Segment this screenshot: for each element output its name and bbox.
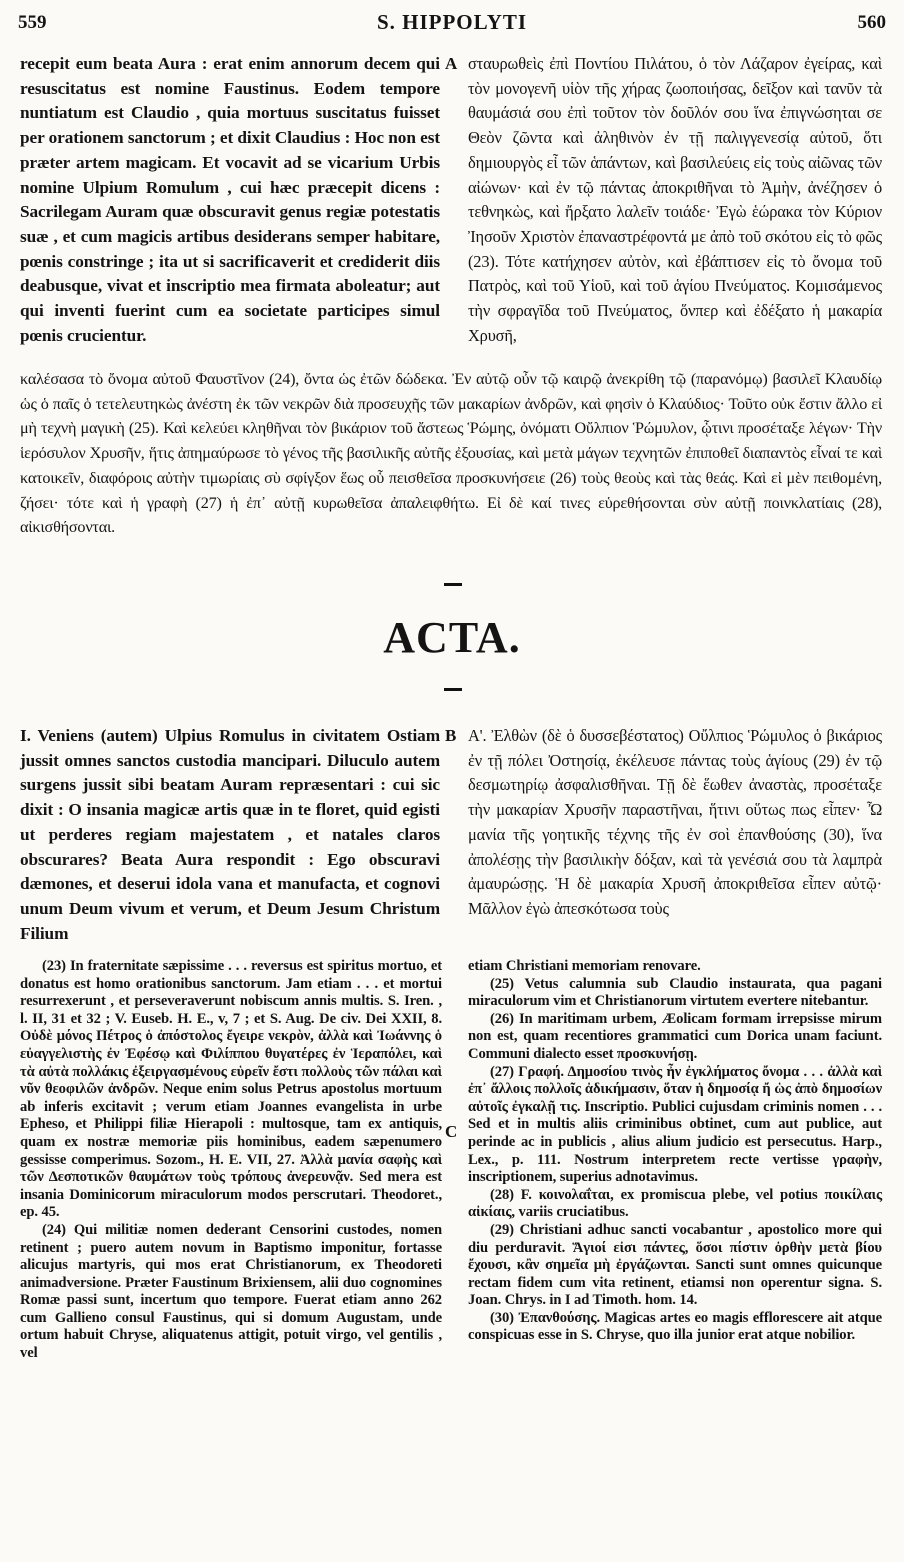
running-title: S. HIPPOLYTI xyxy=(376,10,528,34)
page-number-left: 559 xyxy=(18,12,47,33)
footnote-29: (29) Christiani adhuc sancti vocabantur , apostolico more qui diu perduravit. Ἅγιοί εἰσι πάντες, ὅσοι πίστιν ὀρθὴν μετὰ βίου ἔχουσι, κἂν σημεῖα μὴ ἐργάζωνται. Sancti sunt omnes quicunque rectam fidem cum vita retinent, etiamsi non operentur signa. S. Joan. Chrys. in I ad Timoth. hom. 14. xyxy=(468,1221,882,1309)
footnote-24-continued: etiam Christiani memoriam renovare. xyxy=(468,958,701,974)
greek-column-acta: Α'. Ἐλθὼν (δὲ ὁ δυσσεβέστατος) Οὔλπιος Ῥώμυλος ὁ βικάριος ἐν τῇ πόλει Ὀστησίᾳ, ἐκέλευσε πάντας τοὺς ἁγίους (29) ἐν τῷ δεσμωτηρίῳ ἀσφαλισθῆναι. Τῇ δὲ ἕωθεν ἀναστὰς, προσέταξε τὴν μακαρίαν Χρυσῆν παραστῆναι, ἥτινι οὕτως πως εἶπεν· Ὦ μανία τῆς γοητικῆς τέχνης τῆς ἐν σοὶ ἐπανθούσης (30), ἵνα ἀπολέσῃς τὴν βασιλικὴν δόξαν, καὶ τὰ γενέσιά σου τὰ λαμπρὰ ἀμαυρώσῃς. Ἡ δὲ μακαρία Χρυσῆ ἀποκριθεῖσα εἶπεν αὐτῷ· Μᾶλλον ἐγὼ ἀπεσκότωσα τοὺς xyxy=(468,726,882,918)
latin-column-top: recepit eum beata Aura : erat enim annorum decem qui resuscitatus est nomine Faustinus. Eodem tempore nuntiatum est Claudio , quia mortuus suscitatus fuisset per orationem sanctorum ; et dixit Claudius : Hoc non est præter artem magicam. Et vocavit ad se vicarium Urbis nomine Ulpium Romulum , cui hæc præcepit dicens : Sacrilegam Auram quæ obscuravit genus regiæ potestatis suæ , et cum magicis artibus desiderans semper habitare, pœnis constringe ; ita ut si sacrificaverit et crediderit diis deabusque, vivat et inscriptio mea firmata aboleatur; aut qui inventi fuerint cum ea societate participes simul pœnis crucientur. xyxy=(20,54,440,345)
footnote-23: (23) In fraternitate sæpissime . . . reversus est spiritus mortuo, et donatus est homo orationibus sanctorum. Jam etiam . . . et mortui resurrexerunt , et perseveraverunt nobiscum annis multis. S. Iren. , l. II, 31 et 32 ; V. Euseb. H. E., v, 7 ; et S. Aug. De civ. Dei XXII, 8. Οὐδὲ μόνος Πέτρος ὁ ἀπόστολος ἔγειρε νεκρὸν, ἀλλὰ καὶ Ἰωάννης ὁ εὐαγγελιστὴς ἐν Ἐφέσῳ καὶ Φιλίππου θυγατέρες ἐν Ἱεραπόλει, καὶ τὰ αὐτὰ πολλάκις ἐξειργασμένους εὑρεῖν ἔστι πολλοὺς τῶν πάλαι καὶ νῦν θεοφιλῶν ἀνδρῶν. Neque enim solus Petrus apostolus mortuum ab inferis excitavit ; verum etiam Joannes evangelista in urbe Epheso, et Philippi filiæ Hierapoli : multosque, tam ex antiquis, quam ex nostræ memoriæ piis hominibus, eadem sæpenumero gessisse comperimus. Sozom., H. E. VII, 27. Ἀλλὰ μανία σαφὴς καὶ τῶν Δεσποτικῶν θαυμάτων τοὺς τρόπους ἀνερευνᾷν. Sed mera est insania Dominicorum miraculorum modos perscrutari. Theodoret., ep. 45. xyxy=(20,958,442,1221)
divider-rule xyxy=(444,688,462,691)
footnote-27: (27) Γραφή. Δημοσίου τινὸς ἦν ἐγκλήματος ὄνομα . . . ἀλλὰ καὶ ἐπ᾿ ἄλλοις πολλοῖς ἀδικήμασιν, ὅταν ἡ δημοσίᾳ ἤ ὡς ἀπὸ δημοσίων αὐτοῖς ἐγκαλῇ τις. Inscriptio. Publici cujusdam criminis nomen . . . Sed et in multis aliis criminibus obtinet, cum aut publice, aut perinde ac in publicis , alius alium judicio est persecutus. Harp., Lex., p. 111. Nostrum interpretem recte vertisse γραφὴν, inscriptionem, superius adnotavimus. xyxy=(468,1063,882,1186)
divider-rule xyxy=(444,583,462,586)
footnote-25: (25) Vetus calumnia sub Claudio instaurata, qua pagani miraculorum vim et Christianorum virtutem evertere nitebantur. xyxy=(468,975,882,1010)
footnote-26: (26) In maritimam urbem, Æolicam formam irrepsisse mirum non est, quam recentiores grammatici cum Dorica unam faciunt. Communi dialecto esset προσκυνήσῃ. xyxy=(468,1010,882,1062)
footnote-28: (28) F. κοινολαΐται, ex promiscua plebe, vel potius ποικίλαις αἰκίαις, variis cruciatibus. xyxy=(468,1186,882,1221)
greek-full-width-text: καλέσασα τὸ ὄνομα αὐτοῦ Φαυστῖνον (24), ὄντα ὡς ἐτῶν δώδεκα. Ἐν αὐτῷ οὖν τῷ καιρῷ ἀνεκρίθη τῷ (παρανόμῳ) βασιλεῖ Κλαυδίῳ ὡς ὁ παῖς ὁ τετελευτηκὼς ἀνέστη ἐκ τῶν νεκρῶν διὰ προσευχῆς τῶν μακαρίων ἀνδρῶν, καὶ φησὶν ὁ Κλαύδιος· Τοῦτο οὐκ ἔστιν ἄλλο εἰ μὴ τεχνὴ μαγικὴ (25). Καὶ κελεύει κληθῆναι τὸν βικάριον τοῦ ἄστεως Ῥώμης, ὀνόματι Οὔλπιον Ῥώμυλον, ᾧτινι προσέταξε λέγων· Τὴν ἱερόσυλον Χρυσῆν, ἥτις ἀπημαύρωσε τὸ γένος τῆς βασιλικῆς αὐτῆς ἐξουσίας, καὶ μετὰ μάγων τεχνητῶν ἐπιποθεῖ διαπαντὸς εἶναί τε καὶ κατοικεῖν, διαφόροις αὐτὴν τιμωρίαις σὺ σφίγξον ἕως οὗ πεισθεῖσα προσκυνήσειε (26) τοὺς θεοὺς καὶ τὰς θεάς. Καὶ εἰ μὲν πειθομένη, ζήσει· τότε καὶ ἡ γραφὴ (27) ἡ ἐπ᾿ αὐτῇ κυρωθεῖσα ἀπαλειφθήτω. Εἰ δὲ καί τινες εὑρεθήσονται σὺν αὐτῇ ποινκλατίαις (28), αἰκισθήσονται. xyxy=(20,370,882,537)
column-marker-a: A xyxy=(445,54,458,73)
page-number-right: 560 xyxy=(857,12,886,33)
section-title: ACTA. xyxy=(383,613,521,662)
running-header xyxy=(18,6,886,40)
footnotes-right xyxy=(468,958,882,1345)
footnote-24: (24) Qui militiæ nomen dederant Censorini custodes, nomen retinent ; puero autem novum in Baptismo imponitur, fortasse alicujus martyris, qui mos erat Christianorum, ex Theodoreti animadversione. Præter Faustinum Brixiensem, alii duo cognomines Romæ passi sunt, incertum quo tempore. Fuerat etiam anno 262 cum Gallieno consul Faustinus, qui si domum Augustam, unde ortum habuit Chryse, aliquatenus attigit, potuit virgo, vel gentilis , vel xyxy=(20,1221,442,1362)
footnotes-left xyxy=(20,958,442,1363)
column-marker-b: B xyxy=(445,726,457,745)
column-marker-c: C xyxy=(445,1122,458,1141)
greek-column-top: σταυρωθεὶς ἐπὶ Ποντίου Πιλάτου, ὁ τὸν Λάζαρον ἐγείρας, καὶ τὸν μονογενῆ υἱὸν τῆς χήρας ζωοποιήσας, δεῖξον καὶ τανῦν τὰ θαυμάσιά σου ἐπὶ τοῦτον τὸν δοῦλόν σου ἵνα ἐπιγνώσηται σε Θεὸν ζῶντα καὶ ἀληθινὸν ἐν τῇ παλιγγενεσίᾳ αὐτοῦ, ὅτι δημιουργὸς εἶ τῶν ἁπάντων, καὶ βασιλεύεις εἰς τοὺς αἰῶνας τῶν αἰώνων· καὶ ἐν τῷ πάντας ἀποκριθῆναι τὸ Ἀμὴν, ἀνέζησεν ὁ τεθνηκὼς, καὶ ἤρξατο λαλεῖν τοιάδε· Ἐγὼ ἑώρακα τὸν Κύριον Ἰησοῦν Χριστὸν ἐπαναστρέφοντά με ἀπὸ τοῦ σκότου εἰς τὸ φῶς (23). Τότε κατήχησεν αὐτὸν, καὶ ἐβάπτισεν εἰς τὸ ὄνομα τοῦ Πατρὸς, καὶ τοῦ Υἱοῦ, καὶ τοῦ ἁγίου Πνεύματος. Κομισάμενος τὴν σφραγῖδα τοῦ Πνεύματος, ὅνπερ καὶ ἐδέξατο ἡ μακαρία Χρυσῆ, xyxy=(468,54,882,345)
footnote-30: (30) Ἐπανθούσης. Magicas artes eo magis efflorescere ait atque conspicuas esse in S. Chryse, quo illa junior erat atque nobilior. xyxy=(468,1309,882,1344)
latin-column-acta: I. Veniens (autem) Ulpius Romulus in civitatem Ostiam jussit omnes sanctos custodia mancipari. Diluculo autem surgens jussit sibi beatam Auram repræsentari : cui sic dixit : O insania magicæ artis quæ in te floret, quid egisti ut perderes regiam majestatem , et natales claros obscurares? Beata Aura respondit : Ego obscuravi dæmones, et deserui idola vana et manufacta, et cognovi unum Deum vivum et verum, et Deum Jesum Christum Filium xyxy=(20,726,440,943)
